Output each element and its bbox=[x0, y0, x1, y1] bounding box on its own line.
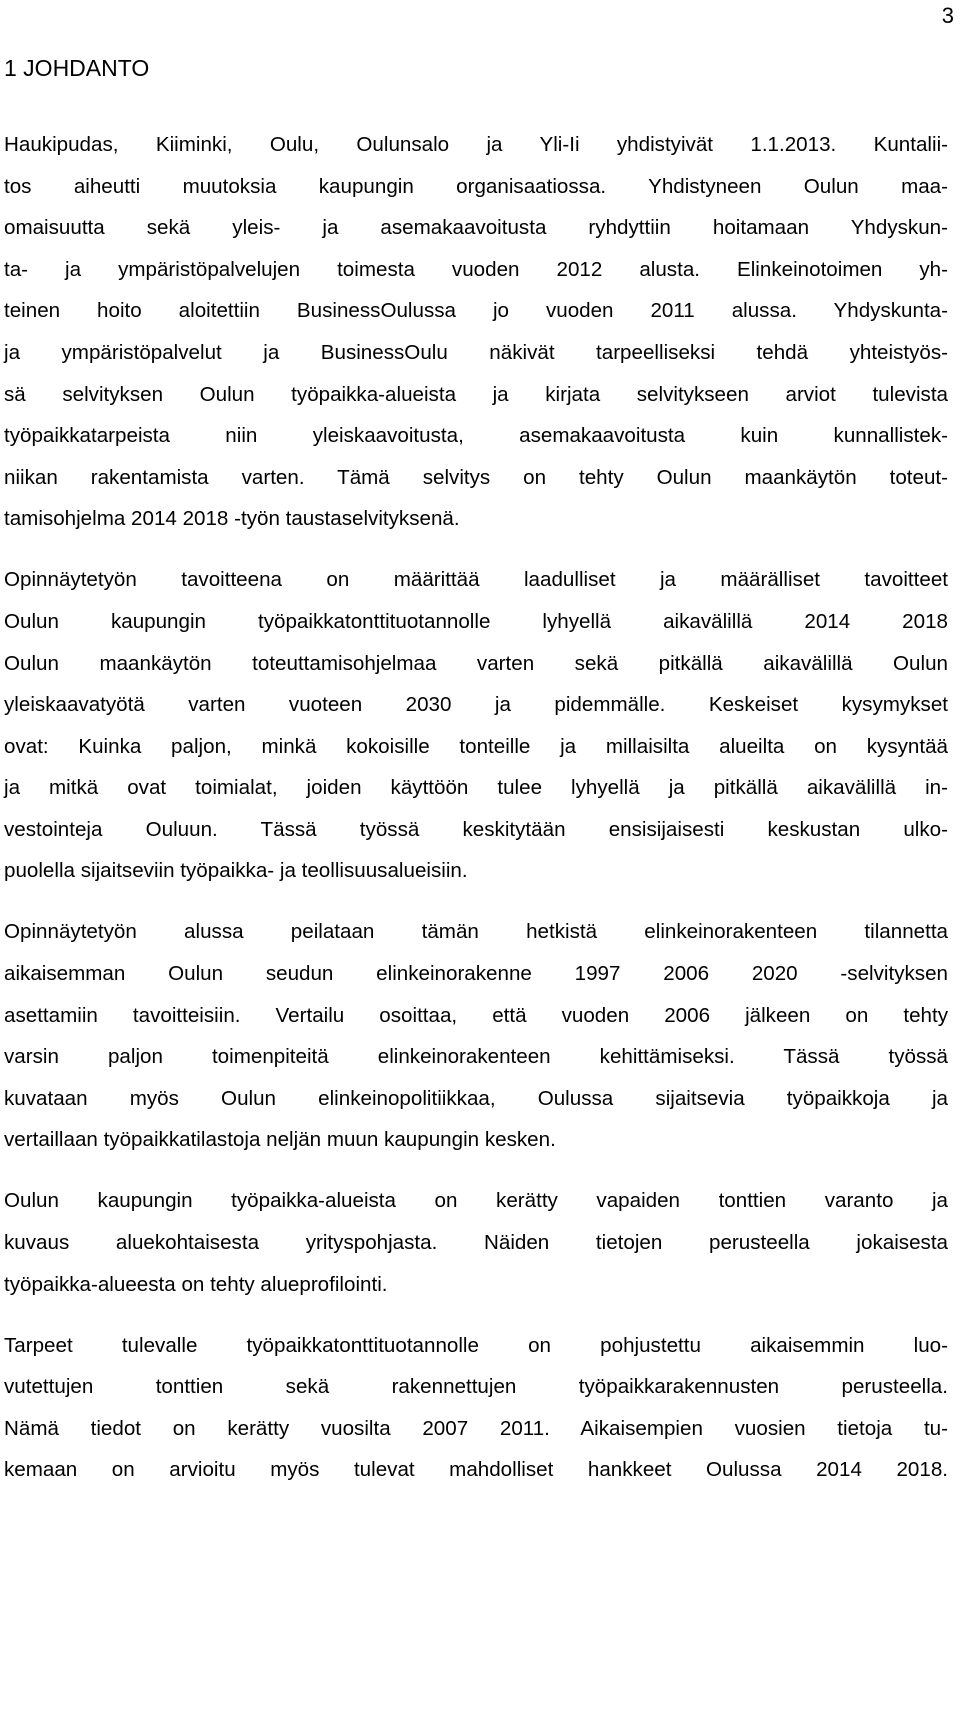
text-line: ovat: Kuinka paljon, minkä kokoisille tonteille ja millaisilta alueilta on kysyntää bbox=[4, 734, 948, 758]
text-line: Opinnäytetyön tavoitteena on määrittää laadulliset ja määrälliset tavoitteet bbox=[4, 568, 948, 592]
text-line: puolella sijaitseviin työpaikka- ja teollisuusalueisiin. bbox=[4, 859, 468, 883]
text-line: asettamiin tavoitteisiin. Vertailu osoittaa, että vuoden 2006 jälkeen on tehty bbox=[4, 1003, 948, 1027]
text-line: Oulun kaupungin työpaikka-alueista on kerätty vapaiden tonttien varanto ja bbox=[4, 1189, 948, 1213]
text-line: ta- ja ympäristöpalvelujen toimesta vuoden 2012 alusta. Elinkeinotoimen yh- bbox=[4, 257, 948, 281]
text-line: sä selvityksen Oulun työpaikka-alueista ja kirjata selvitykseen arviot tulevista bbox=[4, 382, 948, 406]
text-line: tos aiheutti muutoksia kaupungin organisaatiossa. Yhdistyneen Oulun maa- bbox=[4, 174, 948, 198]
text-line: niikan rakentamista varten. Tämä selvitys on tehty Oulun maankäytön toteut- bbox=[4, 465, 948, 489]
paragraph-3 bbox=[4, 911, 948, 1161]
text-line: omaisuutta sekä yleis- ja asemakaavoitusta ryhdyttiin hoitamaan Yhdyskun- bbox=[4, 216, 948, 240]
text-line: tamisohjelma 2014 2018 -työn taustaselvityksenä. bbox=[4, 507, 460, 531]
paragraph-4 bbox=[4, 1180, 948, 1305]
text-line: aikaisemman Oulun seudun elinkeinorakenne 1997 2006 2020 -selvityksen bbox=[4, 962, 948, 986]
paragraph-1 bbox=[4, 124, 948, 540]
text-line: varsin paljon toimenpiteitä elinkeinorakenteen kehittämiseksi. Tässä työssä bbox=[4, 1045, 948, 1069]
paragraph-5 bbox=[4, 1325, 948, 1491]
text-line: teinen hoito aloitettiin BusinessOulussa jo vuoden 2011 alussa. Yhdyskunta- bbox=[4, 299, 948, 323]
text-line: Nämä tiedot on kerätty vuosilta 2007 2011. Aikaisempien vuosien tietoja tu- bbox=[4, 1416, 948, 1440]
text-line: Oulun maankäytön toteuttamisohjelmaa varten sekä pitkällä aikavälillä Oulun bbox=[4, 651, 948, 675]
page-number: 3 bbox=[941, 3, 954, 28]
text-line: Oulun kaupungin työpaikkatonttituotannolle lyhyellä aikavälillä 2014 2018 bbox=[4, 609, 948, 633]
body-text bbox=[4, 124, 948, 1491]
text-line: työpaikka-alueesta on tehty alueprofilointi. bbox=[4, 1272, 388, 1296]
text-line: Opinnäytetyön alussa peilataan tämän hetkistä elinkeinorakenteen tilannetta bbox=[4, 920, 948, 944]
text-line: vutettujen tonttien sekä rakennettujen työpaikkarakennusten perusteella. bbox=[4, 1375, 948, 1399]
text-line: vestointeja Ouluun. Tässä työssä keskitytään ensisijaisesti keskustan ulko- bbox=[4, 817, 948, 841]
text-line: Haukipudas, Kiiminki, Oulu, Oulunsalo ja Yli-Ii yhdistyivät 1.1.2013. Kuntalii- bbox=[4, 133, 948, 156]
text-line: Tarpeet tulevalle työpaikkatonttituotannolle on pohjustettu aikaisemmin luo- bbox=[4, 1333, 948, 1357]
text-line: kuvaus aluekohtaisesta yrityspohjasta. Näiden tietojen perusteella jokaisesta bbox=[4, 1231, 948, 1255]
text-line: vertaillaan työpaikkatilastoja neljän muun kaupungin kesken. bbox=[4, 1128, 556, 1152]
text-line: ja ympäristöpalvelut ja BusinessOulu näkivät tarpeelliseksi tehdä yhteistyös- bbox=[4, 340, 948, 364]
section-heading: 1 JOHDANTO bbox=[4, 55, 150, 81]
text-line: yleiskaavatyötä varten vuoteen 2030 ja pidemmälle. Keskeiset kysymykset bbox=[4, 693, 948, 717]
paragraph-2 bbox=[4, 559, 948, 892]
text-line: työpaikkatarpeista niin yleiskaavoitusta, asemakaavoitusta kuin kunnallistek- bbox=[4, 424, 948, 448]
text-line: kemaan on arvioitu myös tulevat mahdolliset hankkeet Oulussa 2014 2018. bbox=[4, 1458, 948, 1482]
text-line: kuvataan myös Oulun elinkeinopolitiikkaa, Oulussa sijaitsevia työpaikkoja ja bbox=[4, 1086, 948, 1110]
text-line: ja mitkä ovat toimialat, joiden käyttöön tulee lyhyellä ja pitkällä aikavälillä in- bbox=[4, 776, 948, 800]
